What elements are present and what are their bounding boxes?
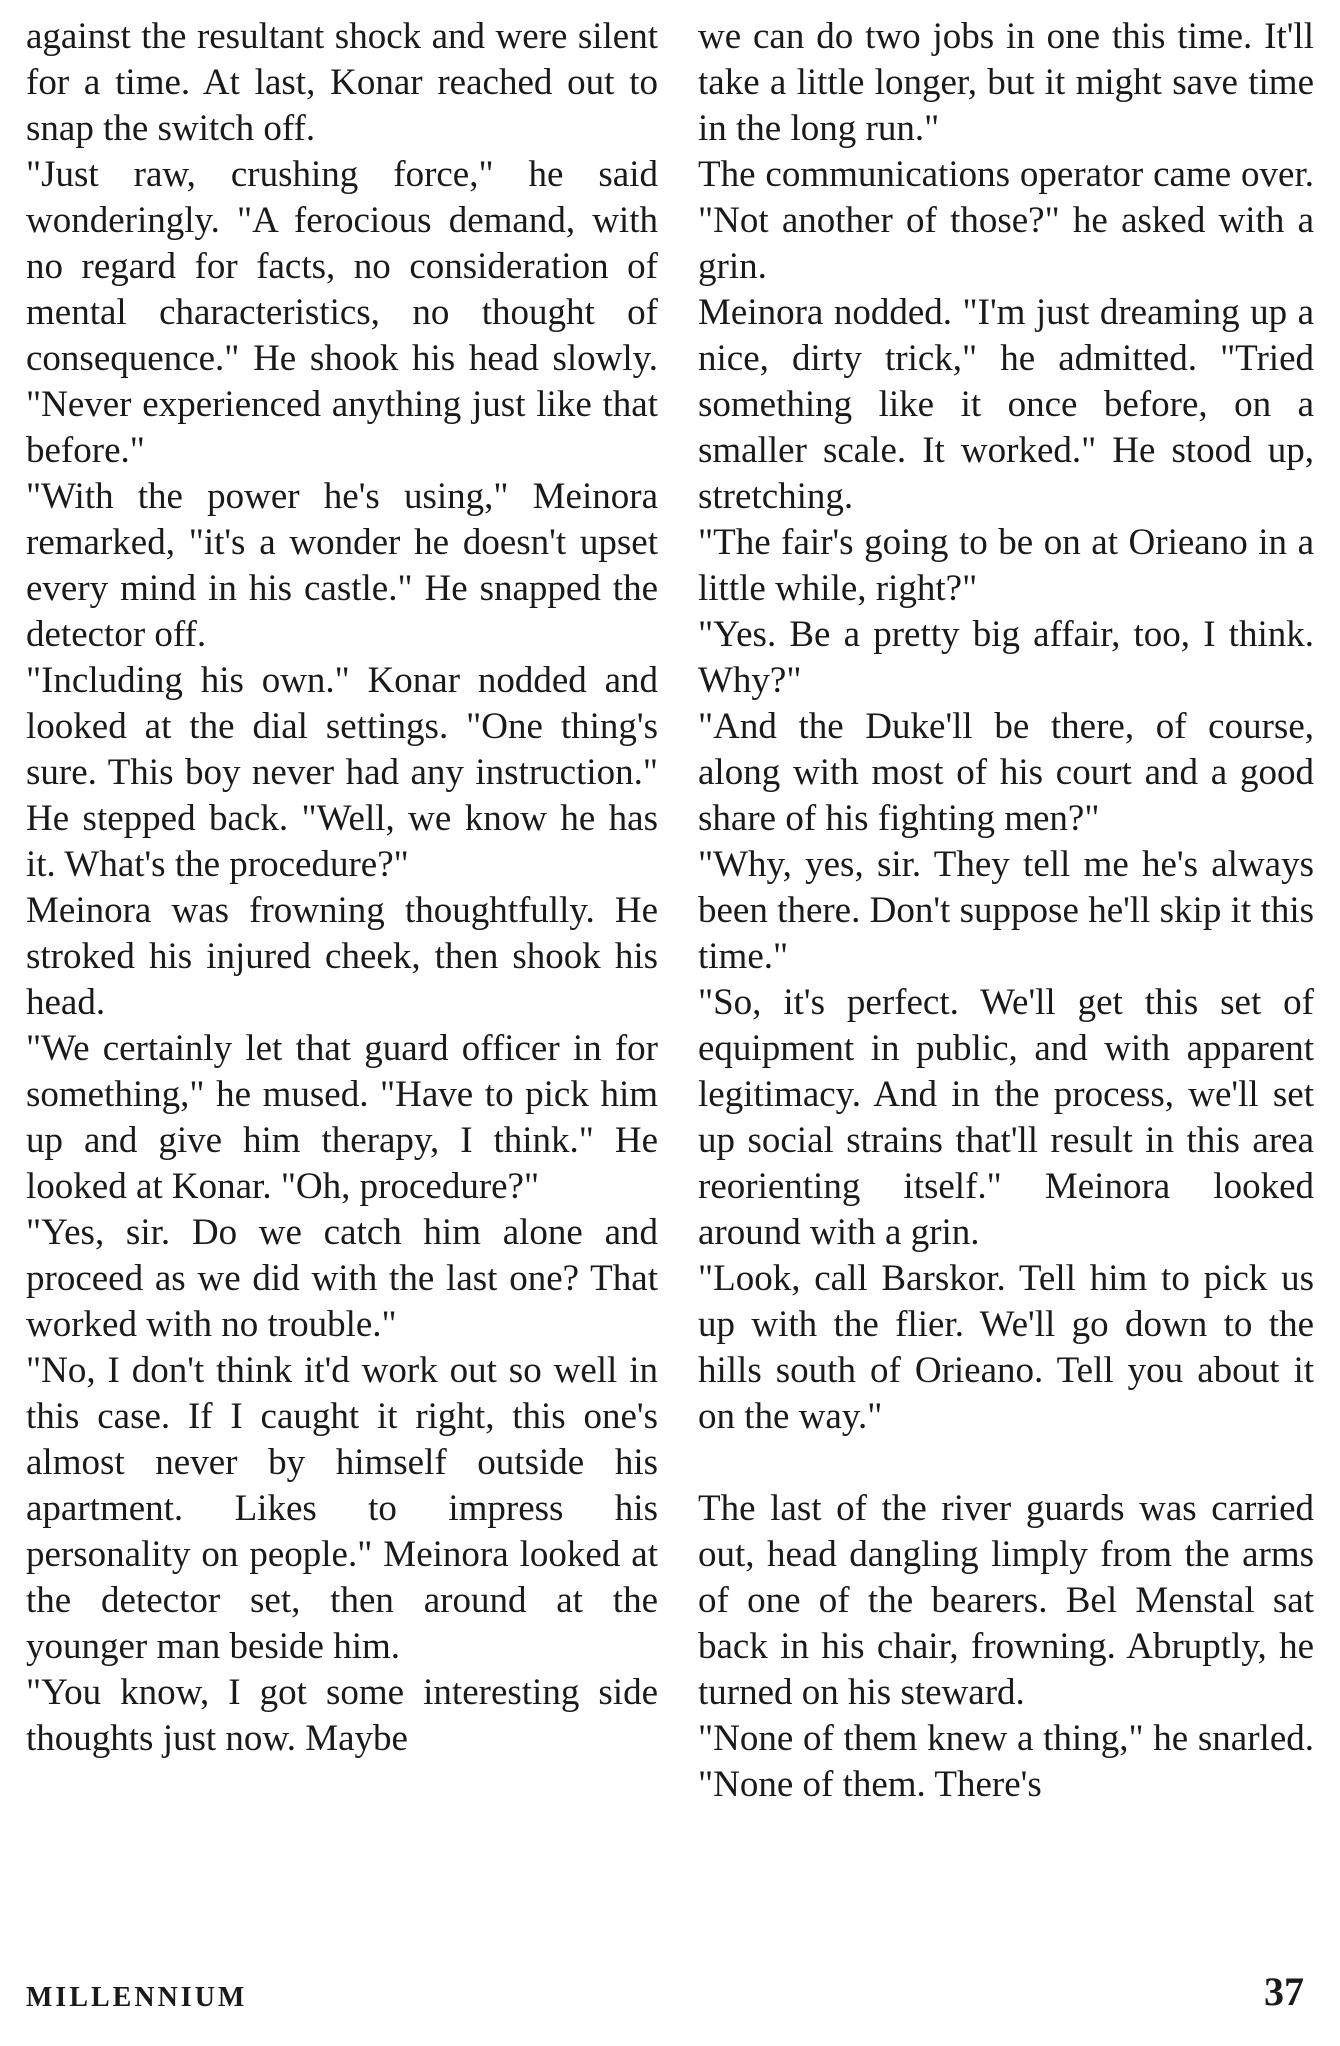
magazine-name: MILLENNIUM [26,1982,248,2013]
paragraph: The communications operator came over. "Not another of those?" he asked with a grin. [698,154,1314,287]
paragraph: The last of the river guards was carried out, head dangling limply from the arms of one of the bearers. Bel Menstal sat back in his chair, frowning. Abruptly, he turned on his steward. [698,1488,1314,1713]
paragraph: we can do two jobs in one this time. It'll take a little longer, but it might save time in the long run." [698,16,1314,149]
paragraph: Meinora nodded. "I'm just dreaming up a nice, dirty trick," he admitted. "Tried something like it once before, on a smaller scale. It worked." He stood up, stretching. [698,292,1314,517]
paragraph: "No, I don't think it'd work out so well in this case. If I caught it right, this one's almost never by himself outside his apartment. Likes to impress his personality on people." Meinora looked at the detector set, then around at the younger man beside him. [26,1350,658,1667]
paragraph: "Yes, sir. Do we catch him alone and proceed as we did with the last one? That worked with no trouble." [26,1212,658,1345]
paragraph: "Why, yes, sir. They tell me he's always been there. Don't suppose he'll skip it this time." [698,844,1314,977]
paragraph: Meinora was frowning thoughtfully. He stroked his injured cheek, then shook his head. [26,890,658,1023]
paragraph: "With the power he's using," Meinora remarked, "it's a wonder he doesn't upset every mind in his castle." He snapped the detector off. [26,476,658,655]
paragraph: "The fair's going to be on at Orieano in a little while, right?" [698,522,1314,609]
paragraph: "Yes. Be a pretty big affair, too, I think. Why?" [698,614,1314,701]
paragraph: "You know, I got some interesting side thoughts just now. Maybe [26,1672,658,1759]
paragraph: "Just raw, crushing force," he said wonderingly. "A ferocious demand, with no regard for facts, no consideration of mental characteristics, no thought of consequence." He shook his head slowly. "Never experienced anything just like that before." [26,154,658,471]
paragraph: "So, it's perfect. We'll get this set of equipment in public, and with apparent legitimacy. And in the process, we'll set up social strains that'll result in this area reorienting itself." Meinora looked around with a grin. [698,982,1314,1253]
paragraph: "And the Duke'll be there, of course, along with most of his court and a good share of his fighting men?" [698,706,1314,839]
right-column [698,14,1314,1808]
section-break [698,1440,1314,1486]
page-number: 37 [1264,1969,1304,2014]
left-column [26,14,658,1762]
paragraph: against the resultant shock and were silent for a time. At last, Konar reached out to snap the switch off. [26,16,658,149]
paragraph: "Including his own." Konar nodded and looked at the dial settings. "One thing's sure. This boy never had any instruction." He stepped back. "Well, we know he has it. What's the procedure?" [26,660,658,885]
paragraph: "We certainly let that guard officer in for something," he mused. "Have to pick him up and give him therapy, I think." He looked at Konar. "Oh, procedure?" [26,1028,658,1207]
paragraph: "Look, call Barskor. Tell him to pick us up with the flier. We'll go down to the hills south of Orieano. Tell you about it on the way." [698,1258,1314,1437]
paragraph: "None of them knew a thing," he snarled. "None of them. There's [698,1718,1314,1805]
